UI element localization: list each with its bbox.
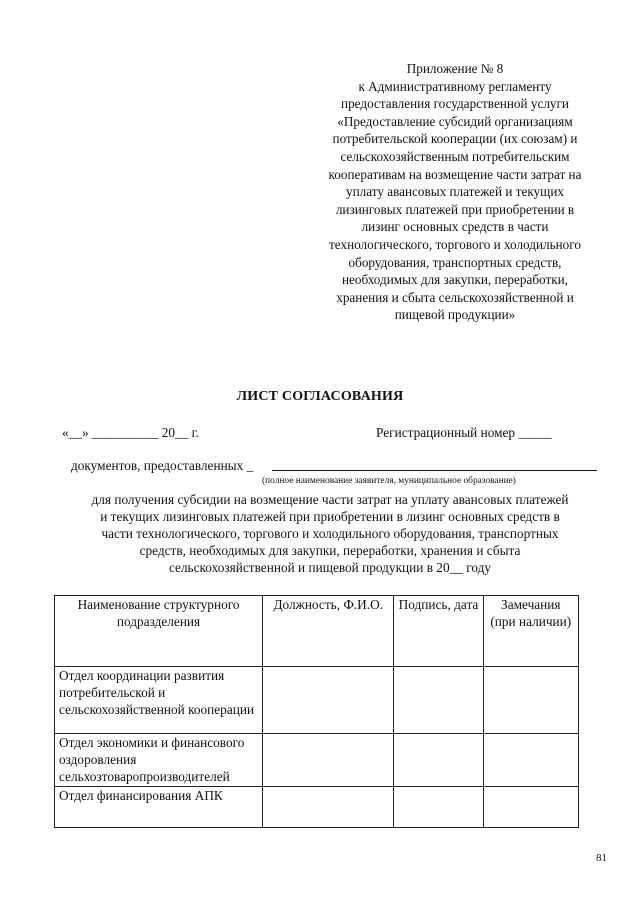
- page-number: 81: [596, 852, 607, 864]
- header-signature: Подпись, дата: [394, 596, 483, 667]
- position-cell[interactable]: [263, 667, 394, 734]
- department-cell: Отдел координации развития потребительской и сельскохозяйственной кооперации: [55, 667, 263, 734]
- appendix-line: необходимых для закупки, переработки,: [342, 272, 568, 288]
- purpose-line: и текущих лизинговых платежей при приобретении в лизинг основных средств в: [100, 509, 560, 524]
- registration-number: Регистрационный номер _____: [376, 425, 552, 440]
- header-remarks: Замечания (при наличии): [483, 596, 578, 667]
- purpose-line: средств, необходимых для закупки, переработки, хранения и сбыта: [139, 543, 521, 558]
- table-row: [55, 667, 579, 734]
- position-cell[interactable]: [263, 734, 394, 787]
- signature-cell[interactable]: [394, 787, 483, 828]
- appendix-line: предоставления государственной услуги: [341, 96, 569, 112]
- remarks-cell[interactable]: [483, 734, 578, 787]
- remarks-cell[interactable]: [483, 787, 578, 828]
- approval-table: [54, 595, 579, 828]
- purpose-line: для получения субсидии на возмещение части затрат на уплату авансовых платежей: [91, 492, 569, 507]
- appendix-line: технологического, торгового и холодильного: [329, 236, 581, 252]
- date-line: «__» __________ 20__ г.: [62, 425, 199, 440]
- documents-label: документов, предоставленных _: [71, 458, 254, 473]
- header-position: Должность, Ф.И.О.: [263, 596, 394, 667]
- applicant-note: (полное наименование заявителя, муниципальное образование): [262, 476, 516, 486]
- purpose-line: сельскохозяйственной и пищевой продукции в 20__ году: [168, 560, 492, 575]
- purpose-line: части технологического, торгового и холодильного оборудования, транспортных: [101, 526, 559, 541]
- table-header-row: [55, 596, 579, 667]
- remarks-cell[interactable]: [483, 667, 578, 734]
- signature-cell[interactable]: [394, 667, 483, 734]
- signature-cell[interactable]: [394, 734, 483, 787]
- appendix-header: [300, 60, 610, 324]
- header-department: Наименование структурного подразделения: [55, 596, 263, 667]
- appendix-line: лизинг основных средств в части: [361, 219, 549, 235]
- appendix-line: сельскохозяйственным потребительским: [340, 148, 570, 164]
- appendix-line: оборудования, транспортных средств,: [348, 254, 562, 270]
- position-cell[interactable]: [263, 787, 394, 828]
- appendix-line: Приложение № 8: [406, 61, 504, 76]
- appendix-line: потребительской кооперации (их союзам) и: [332, 131, 578, 147]
- document-title: ЛИСТ СОГЛАСОВАНИЯ: [236, 389, 404, 404]
- table-row: [55, 734, 579, 787]
- table-row: [55, 787, 579, 828]
- appendix-line: лизинговых платежей при приобретении в: [335, 201, 575, 217]
- purpose-paragraph: [40, 491, 620, 576]
- appendix-line: кооперативам на возмещение части затрат на: [328, 166, 582, 182]
- applicant-blank-line: [272, 470, 597, 471]
- appendix-line: уплату авансовых платежей и текущих: [346, 184, 564, 200]
- appendix-line: к Административному регламенту: [358, 78, 552, 94]
- appendix-line: «Предоставление субсидий организациям: [337, 113, 573, 129]
- appendix-line: пищевой продукции»: [394, 307, 516, 323]
- appendix-line: хранения и сбыта сельскохозяйственной и: [336, 289, 574, 305]
- department-cell: Отдел экономики и финансового оздоровления сельхозтоваропроизводителей: [55, 734, 263, 787]
- department-cell: Отдел финансирования АПК: [55, 787, 263, 828]
